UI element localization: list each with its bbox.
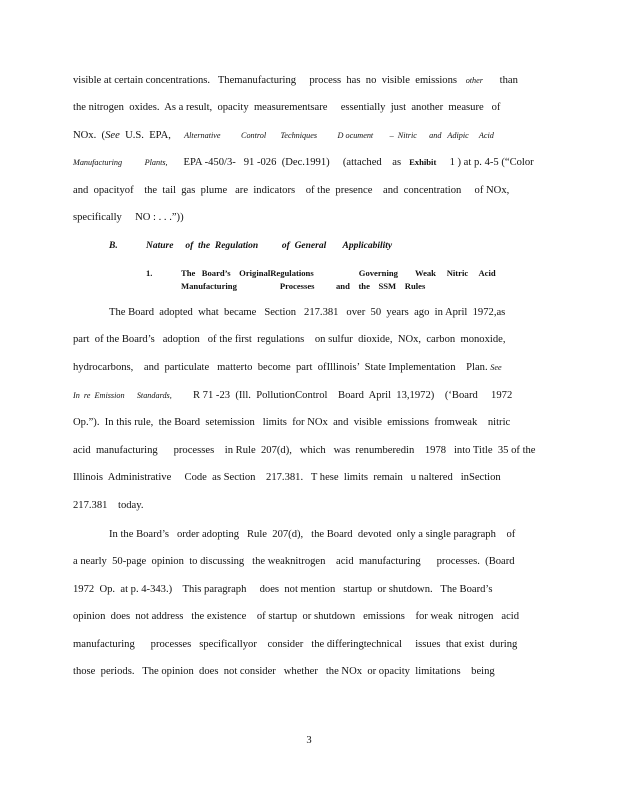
section-b-title: Nature of the Regulation of General Applicability [146,241,393,251]
section-b-letter: B. [109,241,118,251]
p1-line-3: NOx. (See U.S. EPA, Alternative Control Techniques D ocument – Nitric and Adipic Acid [73,130,494,141]
p1-line-2: the nitrogen oxides. As a result, opacity measurementsare essentially just another measure of [73,102,501,113]
p3-line-2: a nearly 50-page opinion to discussing the weaknitrogen acid manufacturing processes. (Board [73,556,515,567]
p2-line-6: acid manufacturing processes in Rule 207(d), which was renumberedin 1978 into Title 35 of the [73,445,536,456]
p2-line-5: Op.”). In this rule, the Board setemission limits for NOx and visible emissions fromweak nitric [73,417,511,428]
subsection-1-number: 1. [146,268,153,278]
p1-line-4: Manufacturing Plants, EPA -450/3- 91 -026 (Dec.1991) (attached as Exhibit 1 ) at p. 4-5 (“Color [73,157,534,168]
p3-line-3: 1972 Op. at p. 4-343.) This paragraph does not mention startup or shutdown. The Board’s [73,584,493,595]
page-number: 3 [306,735,312,746]
p3-line-1: In the Board’s order adopting Rule 207(d), the Board devoted only a single paragraph of [109,529,516,540]
p2-line-4: In re Emission Standards, R 71 -23 (Ill. PollutionControl Board April 13,1972) (‘Board 1972 [73,390,513,401]
p3-line-6: those periods. The opinion does not consider whether the NOx or opacity limitations being [73,666,495,677]
p3-line-5: manufacturing processes specificallyor consider the differingtechnical issues that exist during [73,639,518,650]
subsection-1-title-line1: The Board’s OriginalRegulations Governing Weak Nitric Acid [181,268,496,278]
p2-line-3: hydrocarbons, and particulate matterto become part ofIllinois’ State Implementation Plan. See [73,362,502,373]
p1-line-6: specifically NO : . . .”)) [73,212,184,223]
p1-line-1: visible at certain concentrations. Themanufacturing process has no visible emissions other than [73,75,518,86]
p1-line-5: and opacityof the tail gas plume are indicators of the presence and concentration of NOx, [73,185,510,196]
subsection-1-title-line2: Manufacturing Processes and the SSM Rules [181,281,426,291]
p2-line-1: The Board adopted what became Section 217.381 over 50 years ago in April 1972,as [109,307,506,318]
p2-line-8: 217.381 today. [73,500,144,511]
p2-line-7: Illinois Administrative Code as Section 217.381. T hese limits remain u naltered inSection [73,472,501,483]
p3-line-4: opinion does not address the existence of startup or shutdown emissions for weak nitrogen acid [73,611,520,622]
p2-line-2: part of the Board’s adoption of the first regulations on sulfur dioxide, NOx, carbon monoxide, [73,334,506,345]
